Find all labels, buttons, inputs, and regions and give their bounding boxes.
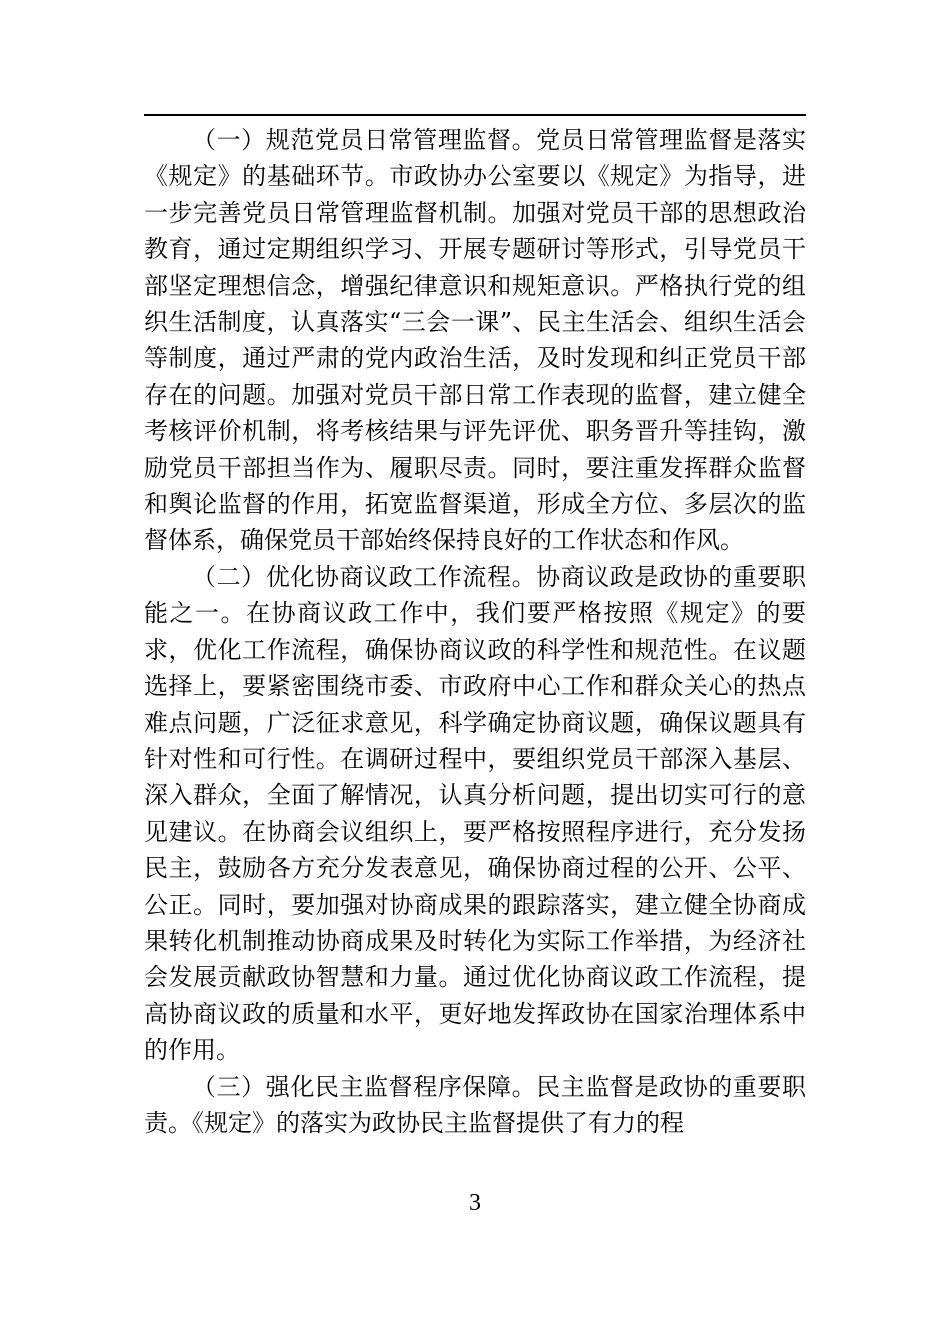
- paragraph-3: [144, 1069, 806, 1142]
- page-number: 3: [469, 1190, 481, 1216]
- paragraph-2-heading: （二）优化协商议政工作流程。: [192, 562, 537, 591]
- paragraph-1: [144, 122, 806, 559]
- paragraph-1-text: 党员日常管理监督是落实《规定》的基础环节。市政协办公室要以《规定》为指导，进一步完善党员日常管理监督机制。加强对党员干部的思想政治教育，通过定期组织学习、开展专题研讨等形式，引导党员干部坚定理想信念，增强纪律意识和规矩意识。严格执行党的组织生活制度，认真落实“三会一课”、民主生活会、组织生活会等制度，通过严肃的党内政治生活，及时发现和纠正党员干部存在的问题。加强对党员干部日常工作表现的监督，建立健全考核评价机制，将考核结果与评先评优、职务晋升等挂钩，激励党员干部担当作为、履职尽责。同时，要注重发挥群众监督和舆论监督的作用，拓宽监督渠道，形成全方位、多层次的监督体系，确保党员干部始终保持良好的工作状态和作风。: [144, 126, 807, 555]
- paragraph-2-text: 协商议政是政协的重要职能之一。在协商议政工作中，我们要严格按照《规定》的要求，优化工作流程，确保协商议政的科学性和规范性。在议题选择上，要紧密围绕市委、市政府中心工作和群众关心的热点难点问题，广泛征求意见，科学确定协商议题，确保议题具有针对性和可行性。在调研过程中，要组织党员干部深入基层、深入群众，全面了解情况，认真分析问题，提出切实可行的意见建议。在协商会议组织上，要严格按照程序进行，充分发扬民主，鼓励各方充分发表意见，确保协商过程的公开、公平、公正。同时，要加强对协商成果的跟踪落实，建立健全协商成果转化机制推动协商成果及时转化为实际工作举措，为经济社会发展贡献政协智慧和力量。通过优化协商议政工作流程，提高协商议政的质量和水平，更好地发挥政协在国家治理体系中的作用。: [144, 562, 807, 1065]
- paragraph-1-heading: （一）规范党员日常管理监督。: [192, 126, 537, 154]
- paragraph-3-heading: （三）强化民主监督程序保障。: [192, 1072, 537, 1101]
- header-rule: [144, 114, 806, 116]
- paragraph-2: [144, 559, 806, 1069]
- paragraph-3-text: 民主监督是政协的重要职责。《规定》的落实为政协民主监督提供了有力的程: [144, 1072, 807, 1137]
- document-body: [144, 122, 806, 1141]
